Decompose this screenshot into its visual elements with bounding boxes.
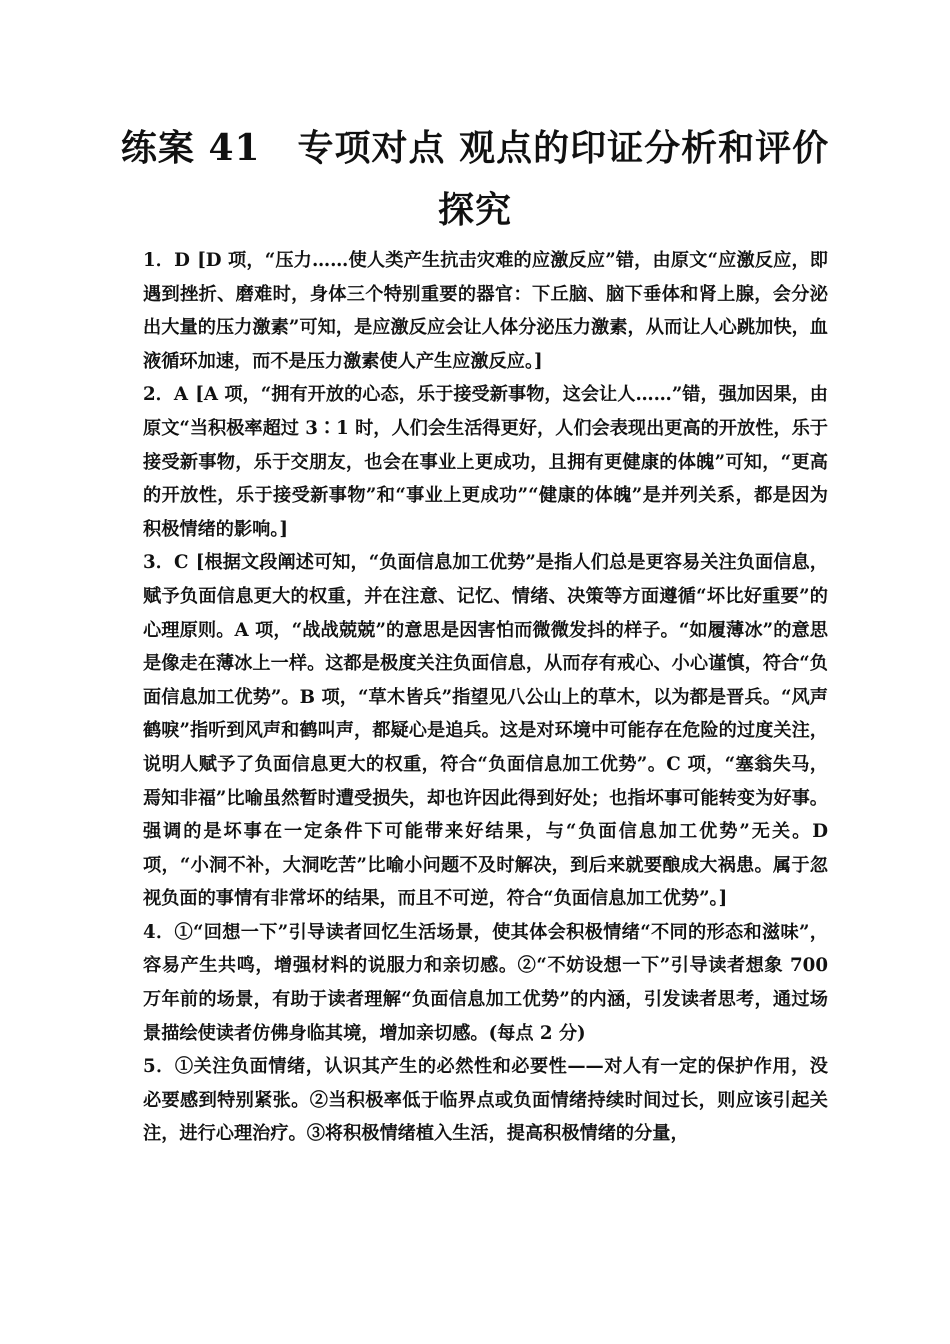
answer-text: ①关注负面情绪，认识其产生的必然性和必要性——对人有一定的保护作用，没必要感到特别紧张。②当积极率低于临界点或负面情绪持续时间过长，则应该引起关注，进行心理治疗。③将积极情绪植入生活，提高积极情绪的分量， bbox=[143, 1056, 828, 1145]
answer-number: 4． bbox=[143, 921, 175, 943]
answer-item-2 bbox=[143, 378, 828, 546]
page-title-continued: 探究 bbox=[437, 189, 512, 231]
answer-item-4 bbox=[143, 916, 828, 1050]
answer-item-1 bbox=[143, 244, 828, 378]
answer-number: 2．A bbox=[143, 384, 188, 406]
answer-list bbox=[143, 244, 828, 1151]
page-title: 练案 41 专项对点 观点的印证分析和评价 bbox=[120, 127, 830, 169]
answer-text: [根据文段阐述可知，“负面信息加工优势”是指人们总是更容易关注负面信息，赋予负面信息更大的权重，并在注意、记忆、情绪、决策等方面遵循“坏比好重要”的心理原则。A 项，“战战兢兢”的意思是因害怕而微微发抖的样子。“如履薄冰”的意思是像走在薄冰上一样。这都是极度关注负面信息，从而存有戒心、小心谨慎，符合“负面信息加工优势”。B 项，“草木皆兵”指望见八公山上的草木，以为都是晋兵。“风声鹤唳”指听到风声和鹤叫声，都疑心是追兵。这是对环境中可能存在危险的过度关注，说明人赋予了负面信息更大的权重，符合“负面信息加工优势”。C 项，“塞翁失马，焉知非福”比喻虽然暂时遭受损失，却也许因此得到好处；也指坏事可能转变为好事。强调的是坏事在一定条件下可能带来好结果，与“负面信息加工优势”无关。D 项，“小洞不补，大洞吃苦”比喻小问题不及时解决，到后来就要酿成大祸患。属于忽视负面的事情有非常坏的结果，而且不可逆，符合“负面信息加工优势”。] bbox=[143, 552, 828, 910]
answer-number: 5． bbox=[143, 1056, 175, 1078]
answer-item-3 bbox=[143, 546, 828, 916]
answer-number: 3．C bbox=[143, 552, 189, 574]
answer-item-5 bbox=[143, 1050, 828, 1151]
answer-text: [A 项，“拥有开放的心态，乐于接受新事物，这会让人……”错，强加因果，由原文“当积极率超过 3∶1 时，人们会生活得更好，人们会表现出更高的开放性，乐于接受新事物，乐于交朋友，也会在事业上更成功，且拥有更健康的体魄”可知，“更高的开放性，乐于接受新事物”和“事业上更成功”“健康的体魄”是并列关系，都是因为积极情绪的影响。] bbox=[143, 384, 828, 540]
answer-number: 1．D bbox=[143, 250, 190, 271]
answer-text: [D 项，“压力……使人类产生抗击灾难的应激反应”错，由原文“应激反应，即遇到挫折、磨难时，身体三个特别重要的器官：下丘脑、脑下垂体和肾上腺，会分泌出大量的压力激素”可知，是应激反应会让人体分泌压力激素，从而让人心跳加快，血液循环加速，而不是压力激素使人产生应激反应。] bbox=[143, 250, 828, 372]
answer-text: ①“回想一下”引导读者回忆生活场景，使其体会积极情绪“不同的形态和滋味”，容易产生共鸣，增强材料的说服力和亲切感。②“不妨设想一下”引导读者想象 700 万年前的场景，有助于读者理解“负面信息加工优势”的内涵，引发读者思考，通过场景描绘使读者仿佛身临其境，增加亲切感。(每点 2 分) bbox=[143, 921, 828, 1044]
